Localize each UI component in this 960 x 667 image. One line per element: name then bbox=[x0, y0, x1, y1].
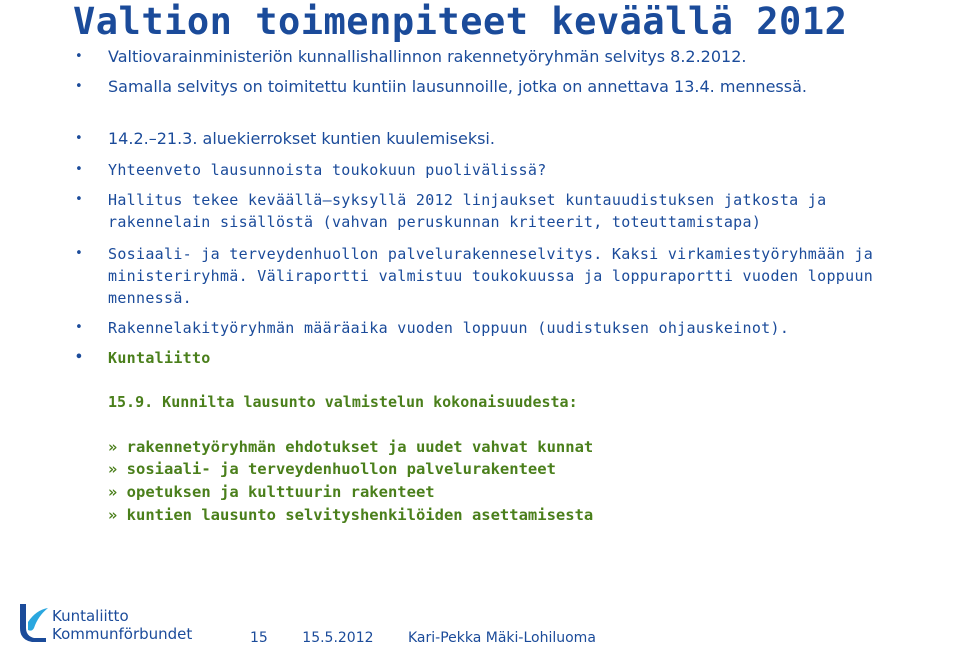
bullet-item bbox=[75, 243, 898, 309]
bullet-item bbox=[75, 159, 908, 181]
bullet-item bbox=[75, 189, 828, 233]
sub-item: » sosiaali- ja terveydenhuollon palvelurakenteet bbox=[108, 460, 556, 478]
sub-item: » opetuksen ja kulttuurin rakenteet bbox=[108, 483, 435, 501]
bullet-dot: • bbox=[75, 320, 84, 335]
bullet-text: Rakennelakityöryhmän määräaika vuoden loppuun (uudistuksen ohjauskeinot). bbox=[108, 319, 790, 337]
bullet-text: Valtiovarainministeriön kunnallishallinnon rakennetyöryhmän selvitys 8.2.2012. bbox=[108, 47, 747, 66]
bullet-dot: • bbox=[75, 162, 84, 177]
logo-line-2: Kommunförbundet bbox=[52, 625, 193, 643]
bullet-text: Hallitus tekee keväällä–syksyllä 2012 linjaukset kuntauudistuksen jatkosta ja rakennelain sisällöstä (vahvan peruskunnan kriteerit, toteuttamistapa) bbox=[108, 191, 827, 231]
footer-date: 15.5.2012 bbox=[302, 630, 374, 646]
bullet-item bbox=[75, 317, 908, 339]
bullet-dot: • bbox=[75, 246, 84, 261]
bullet-item bbox=[75, 46, 908, 68]
bullet-dot: • bbox=[75, 131, 83, 146]
bullet-dot: • bbox=[75, 192, 84, 207]
logo-line-1: Kuntaliitto bbox=[52, 607, 129, 625]
sub-item: » kuntien lausunto selvityshenkilöiden asettamisesta bbox=[108, 506, 594, 524]
bullet-dot: • bbox=[75, 79, 83, 94]
footer-author: Kari-Pekka Mäki-Lohiluoma bbox=[408, 630, 596, 646]
bullet-text: Kuntaliitto bbox=[108, 349, 211, 367]
bullet-text: Yhteenveto lausunnoista toukokuun puolivälissä? bbox=[108, 161, 547, 179]
logo-text bbox=[52, 607, 192, 643]
bullet-item bbox=[75, 128, 908, 150]
kuntaliitto-logo-icon bbox=[16, 602, 50, 644]
bullet-dot: • bbox=[75, 350, 84, 365]
sub-item: » rakennetyöryhmän ehdotukset ja uudet vahvat kunnat bbox=[108, 438, 594, 456]
bullet-text: 14.2.–21.3. aluekierrokset kuntien kuulemiseksi. bbox=[108, 129, 495, 148]
slide-title: Valtion toimenpiteet keväällä 2012 bbox=[73, 0, 848, 43]
page-number: 15 bbox=[250, 630, 268, 646]
bullet-item bbox=[75, 76, 828, 98]
bullet-dot: • bbox=[75, 49, 83, 64]
deadline-heading: 15.9. Kunnilta lausunto valmistelun kokonaisuudesta: bbox=[108, 393, 578, 411]
bullet-text: Sosiaali- ja terveydenhuollon palvelurakenneselvitys. Kaksi virkamiestyöryhmään ja ministeriryhmä. Väliraportti valmistuu toukokuussa ja loppuraportti vuoden loppuun mennessä. bbox=[108, 245, 874, 307]
bullet-text: Samalla selvitys on toimitettu kuntiin lausunnoille, jotka on annettava 13.4. mennessä. bbox=[108, 77, 807, 96]
bullet-item bbox=[75, 347, 908, 369]
footer bbox=[250, 630, 626, 646]
